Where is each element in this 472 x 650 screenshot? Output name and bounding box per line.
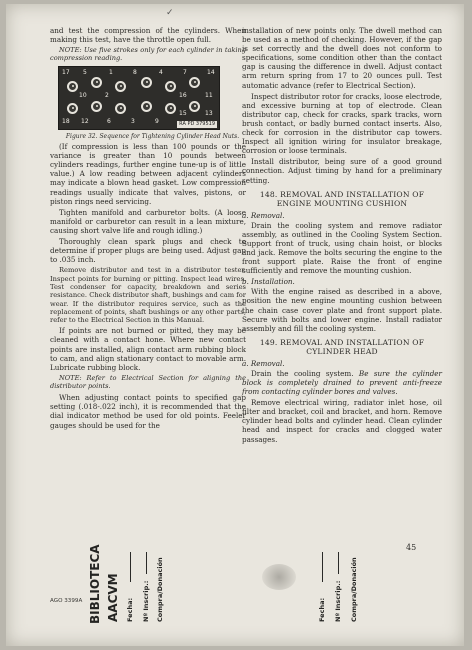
nut-icon [91, 77, 102, 88]
bolt-number: 17 [62, 68, 70, 76]
bolt-number: 18 [62, 117, 70, 125]
subheading: a. Removal. [242, 210, 285, 220]
subheading: b. Installation. [242, 277, 295, 287]
bolt-number: 15 [179, 109, 187, 117]
bolt-number: 9 [155, 117, 159, 125]
stamp-line [322, 552, 323, 582]
stamp-org: AACVM [106, 573, 120, 622]
bolt-number: 10 [79, 91, 87, 99]
paragraph: Remove electrical wiring, radiator inlet hose, oil filter and bracket, coil and bracket, and horn. Remove cylinder head bolts and cylinder head. Clean cylinder head and inspect for cracks and clogged water passages. [242, 398, 442, 444]
nut-icon [165, 103, 176, 114]
stamp-line [338, 552, 339, 574]
paragraph-text: Drain the cooling system. [251, 368, 354, 378]
bolt-number: 1 [109, 68, 113, 76]
stamp-date-label: Fecha: [318, 597, 326, 622]
nut-icon [91, 101, 102, 112]
paragraph: and test the compression of the cylinders. When making this test, have the throttle open full. [50, 26, 246, 45]
paragraph: (If compression is less than 100 pounds or the variance is greater than 10 pounds between cylinders readings, further engine tune-up is of little value.) A low reading between adjacent cylinders may indicate a blown head gasket. Low compression readings usually indicate that valves, pistons, or piston rings need servicing. [50, 142, 246, 206]
stamp-line [146, 552, 147, 574]
bolt-number: 2 [105, 91, 109, 99]
figure-reference-tag: RA PD 379519 [179, 120, 215, 127]
nut-icon [165, 81, 176, 92]
note-compression: NOTE: Use five strokes only for each cylinder in taking compression reading. [50, 46, 246, 63]
bolt-number: 6 [107, 117, 111, 125]
stamp-library: BIBLIOTECA [88, 544, 102, 624]
nut-icon [189, 101, 200, 112]
page-number: 45 [406, 543, 417, 552]
cylinder-head-figure [58, 66, 220, 130]
stamp-date-label: Fecha: [126, 597, 134, 622]
nut-icon [189, 77, 200, 88]
nut-icon [141, 77, 152, 88]
corner-mark: ✓ [166, 8, 174, 18]
bolt-number: 8 [133, 68, 137, 76]
paragraph: If points are not burned or pitted, they may be cleaned with a contact hone. Where new contact points are installed, align contact arm rubbing block to cam, and align stationary contact to movable arm. Lubricate rubbing block. [50, 326, 246, 372]
paragraph: Inspect distributor rotor for cracks, loose electrode, and excessive burning at top of electrode. Clean distributor cap, check for cracks, spark tracks, worn brush contact, or badly burned contact inserts. Also, check for corrosion in the distributor cap towers. Inspect all ignition wiring for insulator breakage, corrosion or loose terminals. [242, 91, 442, 156]
paragraph: Install distributor, being sure of a good ground connection. Adjust timing by hand for a preliminary setting. [242, 157, 442, 185]
bolt-number: 13 [205, 109, 213, 117]
stamp-acquisition-label: Compra/Donación [350, 557, 358, 622]
note-distributor: NOTE: Refer to Electrical Section for aligning the distributor points. [50, 373, 246, 391]
bolt-number: 14 [207, 68, 215, 76]
stamp-acquisition-label: Compra/Donación [156, 557, 164, 622]
nut-icon [67, 81, 78, 92]
paragraph [242, 369, 442, 396]
bolt-number: 5 [83, 68, 87, 76]
document-page [6, 4, 464, 646]
nut-icon [67, 103, 78, 114]
right-column [242, 26, 442, 446]
footer-code: AGO 3399A [50, 598, 83, 604]
section-heading-148: 148. REMOVAL AND INSTALLATION OF ENGINE MOUNTING CUSHION [259, 189, 425, 208]
stamp-inscription-label: Nº Inscrip.: [334, 580, 342, 622]
paragraph: Remove distributor and test in a distributor tester. Inspect points for burning or pitting. Inspect lead wires. Test condenser for capacity, breakdown and series resistance. Check distributor shaft, bushings and cam for wear. If the distributor requires service, such as the replacement of points, shaft bushings or any other parts, refer to the Electrical Section in this Manual. [50, 266, 246, 325]
bolt-number: 12 [81, 117, 89, 125]
section-heading-149: 149. REMOVAL AND INSTALLATION OF CYLINDER HEAD [259, 337, 425, 356]
bolt-number: 4 [159, 68, 163, 76]
paragraph: Drain the cooling system and remove radiator assembly, as outlined in the Cooling System Section. Support front of truck, using chain hoist, or blocks and jack. Remove the bolts securing the engine to the front support plate. Raise the front of engine sufficiently and remove the mounting cushion. [242, 220, 442, 276]
figure-caption: Figure 32. Sequence for Tightening Cylinder Head Nuts. [65, 132, 240, 140]
nut-icon [115, 81, 126, 92]
bolt-number: 16 [179, 91, 187, 99]
nut-icon [115, 103, 126, 114]
paragraph: Thoroughly clean spark plugs and check to determine if proper plugs are being used. Adjust gap to .035 inch. [50, 237, 246, 265]
emphasis-text: Be sure the cylinder block is completely drained to prevent anti-freeze from contacting cylinder bores and valves. [242, 368, 442, 397]
bolt-number: 7 [183, 68, 187, 76]
ink-blot [262, 564, 296, 590]
nut-icon [141, 101, 152, 112]
stamp-line [130, 552, 131, 582]
bolt-number: 11 [205, 91, 213, 99]
paragraph: With the engine raised as described in a above, position the new engine mounting cushion between the chain case cover plate and front support plate. Secure with bolts and lower engine. Install radiator assembly and fill the cooling system. [242, 287, 442, 333]
paragraph: Tighten manifold and carburetor bolts. (A loose manifold or carburetor can result in a lean mixture, causing short valve life and rough idling.) [50, 207, 246, 235]
left-column [50, 26, 246, 432]
stamp-inscription-label: Nº Inscrip.: [142, 580, 150, 622]
paragraph: installation of new points only. The dwell method can be used as a method of checking. However, if the gap is set correctly and the dwell does not conform to specifications, some condition other than the contact gap is causing the difference in dwell. Adjust contact arm return spring from 17 to 20 ounces pull. Test automatic advance (refer to Electrical Section). [242, 26, 442, 90]
paragraph: When adjusting contact points to specified gap setting (.018-.022 inch), it is recommended that the dial indicator method be used for old points. Feeler gauges should be used for the [50, 393, 246, 430]
bolt-number: 3 [131, 117, 135, 125]
subheading: a. Removal. [242, 358, 285, 368]
